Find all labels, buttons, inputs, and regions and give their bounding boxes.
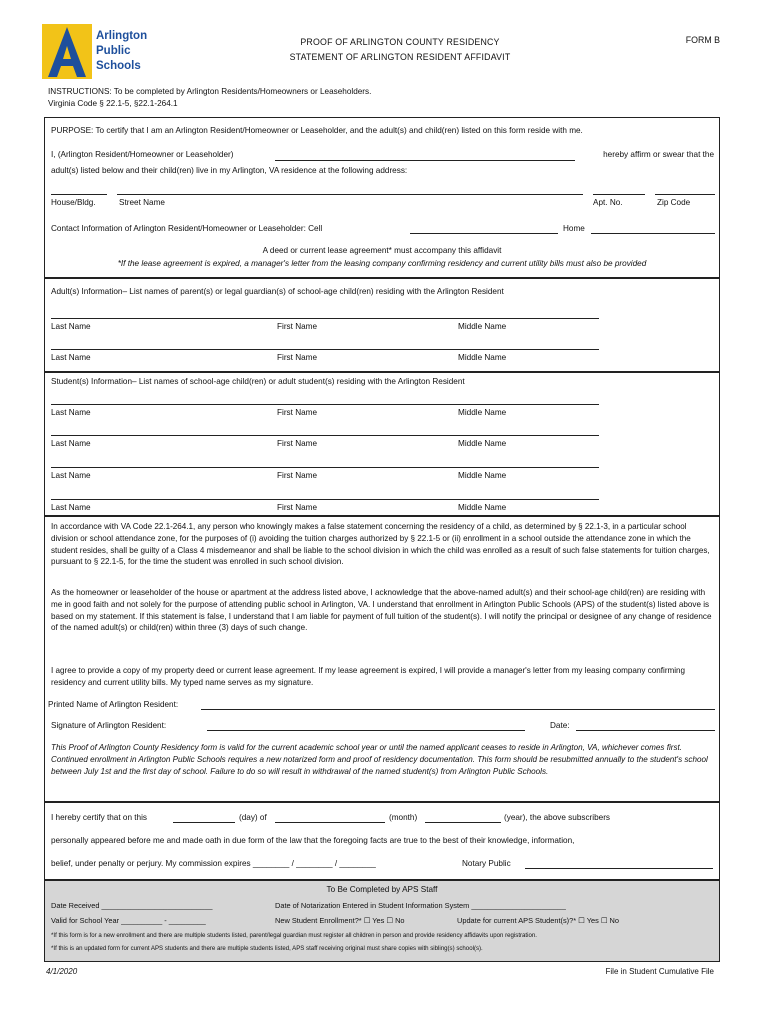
student-name-field[interactable] (51, 499, 599, 500)
form-title (220, 35, 580, 65)
agreement-paragraph: I agree to provide a copy of my property deed or current lease agreement. If my lease agreement is expired, I will provide a manager's letter from my leasing company confirming residency and current utility bills. My typed name serves as my signature. (51, 666, 686, 687)
student-name-field[interactable] (51, 404, 599, 405)
notary-certify-label: I hereby certify that on this (51, 813, 148, 822)
street-field[interactable] (117, 194, 583, 195)
signature-field[interactable] (207, 730, 525, 731)
staff-heading: To Be Completed by APS Staff (326, 885, 438, 894)
middle-name-label: Middle Name (458, 322, 507, 331)
update-current-checkbox[interactable]: Update for current APS Student(s)?* ☐ Yes ☐ No (457, 916, 619, 925)
first-name-label: First Name (277, 439, 318, 448)
students-section (44, 372, 720, 516)
apt-field[interactable] (593, 194, 645, 195)
notary-public-label: Notary Public (462, 859, 511, 868)
house-field[interactable] (51, 194, 107, 195)
notary-day-label: (day) of (239, 813, 267, 822)
students-heading: Student(s) Information– List names of school-age child(ren) or adult student(s) residing with the Arlington Resident (51, 377, 465, 386)
aps-staff-section (44, 880, 720, 962)
printed-name-field[interactable] (201, 709, 715, 710)
middle-name-label: Middle Name (458, 503, 507, 512)
resident-name-field[interactable] (275, 160, 575, 161)
form-date: 4/1/2020 (46, 967, 78, 976)
signature-label: Signature of Arlington Resident: (51, 721, 167, 730)
org-name-line: Arlington (96, 30, 148, 42)
cell-field[interactable] (410, 233, 558, 234)
affirm-line2: adult(s) listed below and their child(ren) live in my Arlington, VA residence at the following address: (51, 166, 408, 175)
first-name-label: First Name (277, 471, 318, 480)
first-name-label: First Name (277, 503, 318, 512)
deed-note: A deed or current lease agreement* must accompany this affidavit (262, 246, 502, 255)
acknowledgement-paragraph: As the homeowner or leaseholder of the house or apartment at the address listed above, I acknowledge that the above-named adult(s) and their school-age child(ren) are residing with me in good faith and not solely for the purpose of attending public school in Arlington, VA. I understand that enrollment in Arlington Public Schools (APS) of the student(s) listed above is based on my statement. If this statement is false, I understand that I am liable for payment of full tuition of the student(s). I will notify the principal or designee of any change of residence of the named adult(s) or child(ren) within three (3) days of such change. (51, 588, 712, 633)
adults-heading: Adult(s) Information– List names of parent(s) or legal guardian(s) of school-age child(ren) residing with the Arlington Resident (51, 287, 504, 296)
org-name (96, 29, 147, 74)
zip-label: Zip Code (657, 198, 691, 207)
date-field[interactable] (576, 730, 715, 731)
zip-field[interactable] (655, 194, 715, 195)
new-enrollment-checkbox[interactable]: New Student Enrollment?* ☐ Yes ☐ No (275, 916, 405, 925)
valid-school-year: Valid for School Year __________ - _________ (51, 916, 206, 925)
adult-name-field[interactable] (51, 318, 599, 319)
purpose-text: PURPOSE: To certify that I am an Arlington Resident/Homeowner or Leaseholder, and the adult(s) and child(ren) listed on this form reside with me. (51, 126, 583, 135)
contact-label: Contact Information of Arlington Resident/Homeowner or Leaseholder: Cell (51, 224, 323, 233)
instructions (48, 86, 371, 110)
aps-logo (42, 24, 92, 79)
student-name-field[interactable] (51, 435, 599, 436)
legal-paragraph: In accordance with VA Code 22.1-264.1, any person who knowingly makes a false statement concerning the residency of a child, as determined by § 22.1-3, in a particular school division or school attendance zone, for the purposes of (i) avoiding the tuition charges authorized by § 22.1-5 or (ii) enrollment in a school outside the attendance zone in which the student resides, shall be guilty of a Class 4 misdemeanor and shall be liable to the school division in which the child was enrolled as a result of such false statements for tuition charges, pursuant to § 22.1-5, for the time the student was enrolled in such school division. (51, 522, 710, 567)
home-label: Home (563, 224, 585, 233)
instructions-line: INSTRUCTIONS: To be completed by Arlington Residents/Homeowners or Leaseholders. (48, 87, 372, 96)
last-name-label: Last Name (51, 439, 91, 448)
home-phone-field[interactable] (591, 233, 715, 234)
notary-year-label: (year), the above subscribers (504, 813, 611, 822)
house-label: House/Bldg. (51, 198, 96, 207)
affirm-prefix: I, (Arlington Resident/Homeowner or Leaseholder) (51, 150, 234, 159)
affirm-suffix: hereby affirm or swear that the (603, 150, 714, 159)
title-line: PROOF OF ARLINGTON COUNTY RESIDENCY (300, 37, 500, 47)
date-received: Date Received ___________________________ (51, 901, 213, 910)
notary-day-field[interactable] (173, 822, 235, 823)
last-name-label: Last Name (51, 471, 91, 480)
form-id: FORM B (685, 35, 720, 45)
notary-month-field[interactable] (275, 822, 385, 823)
first-name-label: First Name (277, 353, 318, 362)
org-name-line: Public (96, 45, 131, 57)
date-label: Date: (550, 721, 570, 730)
notary-section (44, 802, 720, 880)
purpose-section (44, 117, 720, 278)
last-name-label: Last Name (51, 503, 91, 512)
notary-year-field[interactable] (425, 822, 501, 823)
middle-name-label: Middle Name (458, 408, 507, 417)
middle-name-label: Middle Name (458, 353, 507, 362)
last-name-label: Last Name (51, 408, 91, 417)
middle-name-label: Middle Name (458, 471, 507, 480)
validity-notice: This Proof of Arlington County Residency form is valid for the current academic school year or until the named applicant ceases to reside in Arlington, VA, whichever comes first. Continued enrollment in Arlington Public Schools requires a new notarized form and proof of residency documentation. This form should be resubmitted annually to the student's school between July 1st and the first day of school. Failure to do so will result in withdrawal of the named student(s) from Arlington Public Schools. (51, 743, 708, 776)
legal-section (44, 516, 720, 802)
date-notarization-entered: Date of Notarization Entered in Student Information System _______________________ (275, 901, 566, 910)
virginia-code: Virginia Code § 22.1-5, §22.1-264.1 (48, 99, 178, 108)
last-name-label: Last Name (51, 353, 91, 362)
commission-expires: belief, under penalty or perjury. My commission expires ________ / ________ / ________ (51, 859, 376, 868)
adult-name-field[interactable] (51, 349, 599, 350)
last-name-label: Last Name (51, 322, 91, 331)
new-enrollment-note: *If this form is for a new enrollment and there are multiple students listed, parent/legal guardian must register all children in person and provide residency affidavits upon registration. (51, 932, 537, 939)
street-label: Street Name (119, 198, 165, 207)
first-name-label: First Name (277, 408, 318, 417)
org-name-line: Schools (96, 60, 141, 72)
first-name-label: First Name (277, 322, 318, 331)
adults-section (44, 278, 720, 372)
apt-label: Apt. No. (593, 198, 623, 207)
middle-name-label: Middle Name (458, 439, 507, 448)
student-name-field[interactable] (51, 467, 599, 468)
notary-oath-text: personally appeared before me and made oath in due form of the law that the foregoing facts are true to the best of their knowledge, information, (51, 836, 575, 845)
subtitle-line: STATEMENT OF ARLINGTON RESIDENT AFFIDAVIT (289, 52, 511, 62)
notary-public-field[interactable] (525, 868, 713, 869)
notary-month-label: (month) (389, 813, 418, 822)
printed-name-label: Printed Name of Arlington Resident: (48, 700, 179, 709)
lease-note: *If the lease agreement is expired, a manager's letter from the leasing company confirming residency and current utility bills must also be provided (117, 259, 647, 268)
file-note: File in Student Cumulative File (605, 967, 714, 976)
updated-form-note: *If this is an updated form for current APS students and there are multiple students listed, APS staff receiving original must share copies with sibling(s) school(s). (51, 945, 483, 952)
